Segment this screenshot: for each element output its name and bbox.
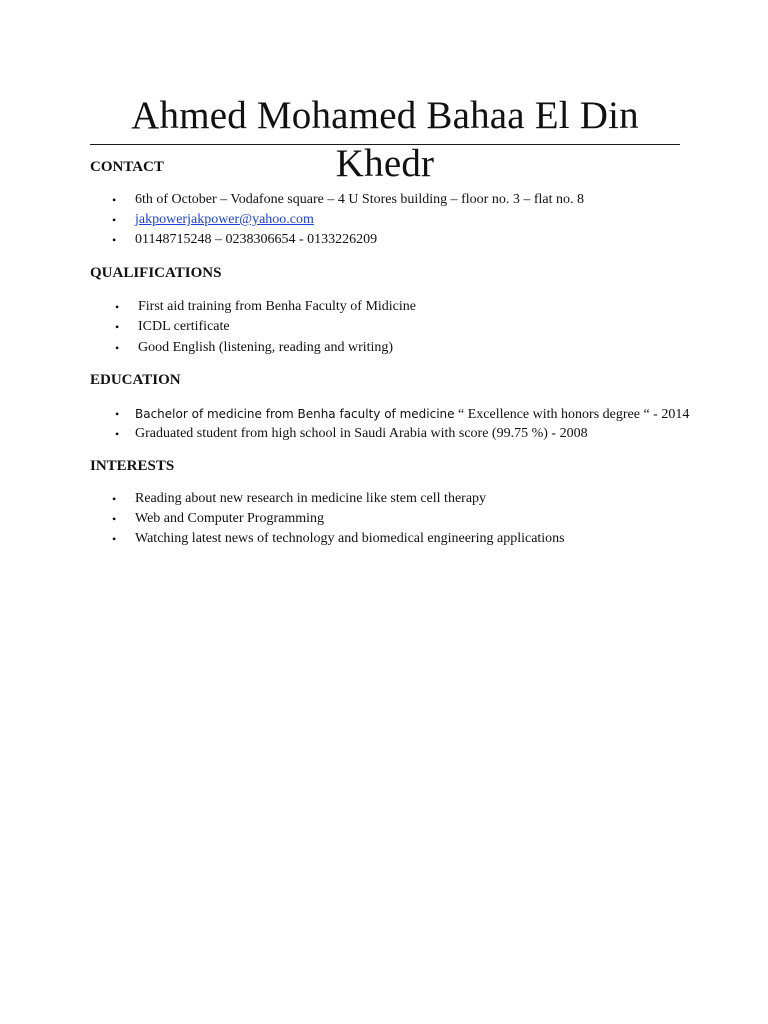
interest-item: Reading about new research in medicine like stem cell therapy: [135, 491, 487, 506]
list-item: [90, 404, 690, 424]
interests-heading: INTERESTS: [90, 458, 175, 474]
interest-item: Web and Computer Programming: [135, 511, 325, 526]
education-honors: “ Excellence with honors degree “ - 2014: [458, 407, 690, 422]
education-degree: Bachelor of medicine from Benha faculty of medicine: [135, 407, 455, 421]
qualifications-list: [90, 297, 690, 358]
list-item: [90, 509, 690, 529]
bullet-icon: •: [115, 341, 120, 355]
education-item: [135, 404, 689, 425]
list-item: [90, 489, 690, 509]
qualification-item: ICDL certificate: [138, 319, 230, 334]
list-item: [90, 338, 690, 358]
list-item: [90, 424, 690, 444]
list-item: [90, 230, 690, 250]
list-item: [90, 190, 690, 210]
education-section: [90, 371, 690, 444]
qualification-item: Good English (listening, reading and writing): [138, 340, 394, 355]
contact-list: [90, 190, 690, 250]
bullet-icon: •: [115, 300, 120, 314]
education-item: Graduated student from high school in Saudi Arabia with score (99.75 %) - 2008: [135, 426, 588, 441]
education-list: [90, 404, 690, 444]
bullet-icon: •: [115, 427, 120, 441]
contact-section: [90, 158, 690, 250]
contact-phones: 01148715248 – 0238306654 - 0133226209: [135, 232, 378, 247]
interest-item: Watching latest news of technology and biomedical engineering applications: [135, 531, 565, 546]
bullet-icon: •: [112, 213, 117, 227]
interests-list: [90, 489, 690, 549]
bullet-icon: •: [115, 320, 120, 334]
page-title: Ahmed Mohamed Bahaa El Din Khedr: [131, 94, 639, 185]
bullet-icon: •: [112, 492, 117, 506]
contact-heading: CONTACT: [90, 159, 164, 175]
bullet-icon: •: [115, 407, 120, 421]
contact-email-link[interactable]: jakpowerjakpower@yahoo.com: [135, 212, 314, 227]
list-item: [90, 317, 690, 338]
contact-address: 6th of October – Vodafone square – 4 U Stores building – floor no. 3 – flat no. 8: [135, 192, 584, 207]
qualification-item: First aid training from Benha Faculty of Midicine: [138, 299, 417, 314]
bullet-icon: •: [112, 193, 117, 207]
education-heading: EDUCATION: [90, 372, 181, 388]
bullet-icon: •: [112, 233, 117, 247]
bullet-icon: •: [112, 512, 117, 526]
list-item: [90, 210, 690, 230]
qualifications-heading: QUALIFICATIONS: [90, 265, 222, 281]
bullet-icon: •: [112, 532, 117, 546]
list-item: [90, 297, 690, 317]
interests-section: [90, 457, 690, 549]
title-divider: [90, 144, 680, 145]
qualifications-section: [90, 264, 690, 358]
list-item: [90, 529, 690, 549]
